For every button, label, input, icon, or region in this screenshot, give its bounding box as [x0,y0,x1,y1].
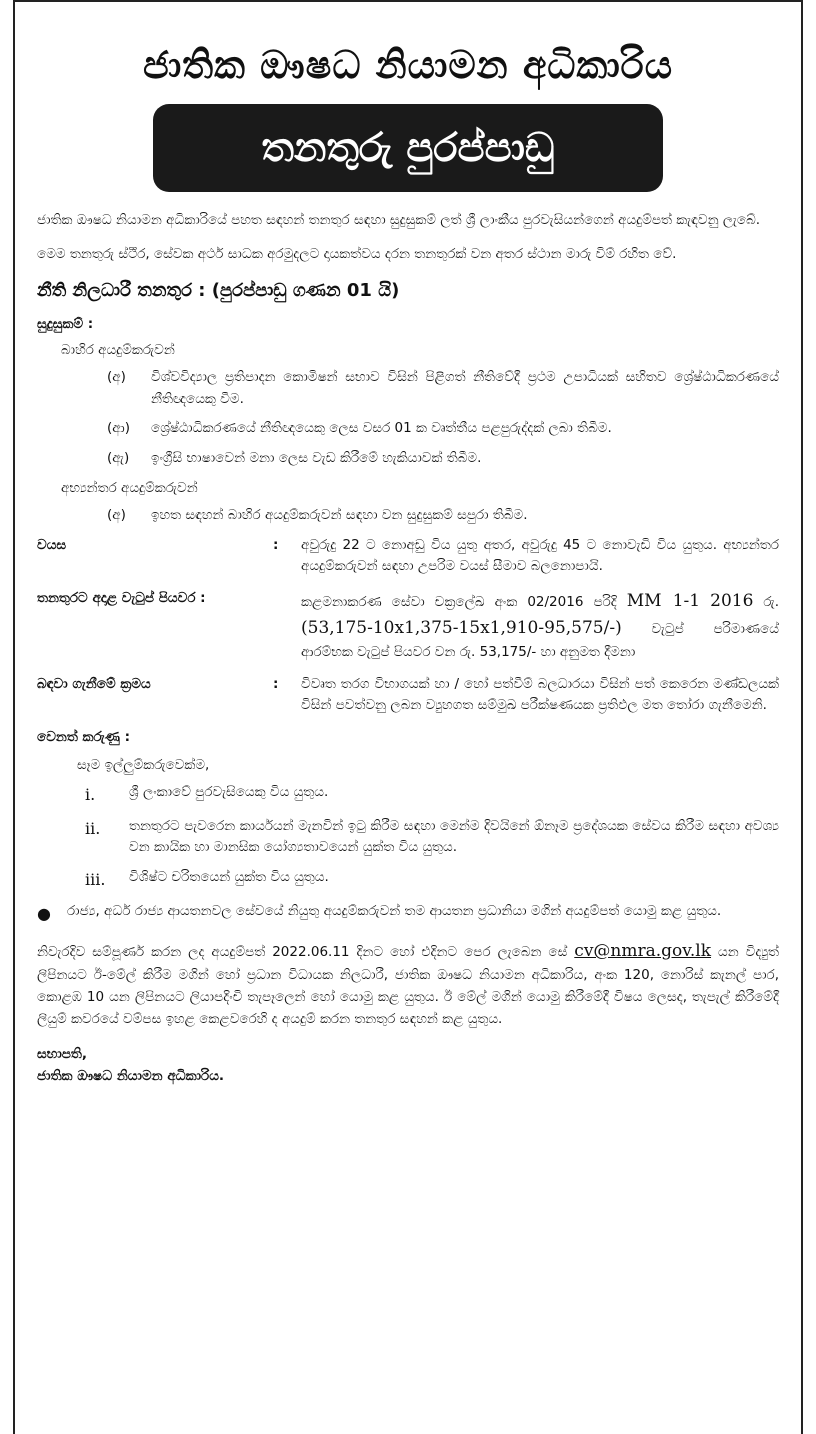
vacancies-banner: තනතුරු පුරප්පාඩු [153,104,663,192]
banner-wrapper [15,104,801,192]
selection-colon: : [273,675,279,692]
salary-text-c: වැටුප් පරිමාණයේ ආරම්භක වැටුප් පියවර වන රු. 53,175/- හා අනුමත දීමනා [301,621,779,661]
bullet-dot-icon: ● [37,903,51,923]
salary-row [37,588,779,664]
list-item [107,367,779,410]
salary-text [301,588,779,664]
bullet-note-text: රාජ්‍ය, අර්ධ රාජ්‍ය ආයතනවල සේවයේ නියුතු අයදුම්කරුවන් තම ආයතන ප්‍රධානියා මගින් අයදුම්පත් යොමු කළ යුතුය. [67,902,722,919]
signature-organization: ජාතික ඖෂධ නියාමන අධිකාරිය. [37,1067,225,1084]
age-label: වයස [37,536,67,553]
list-marker: iii. [85,870,106,890]
internal-qualifications-list [107,505,779,527]
bullet-note [37,901,779,927]
list-text: ඉහත සඳහන් බාහිර අයදුම්කරුවන් සඳහා වන සුදුසුකම් සපුරා තිබීම. [151,507,528,524]
list-text: විශිෂ්ට චරිතයෙන් යුක්ත විය යුතුය. [129,869,329,886]
age-text: අවුරුදු 22 ට නොඅඩු විය යුතු අතර, අවුරුදු 45 ට නොවැඩි විය යුතුය. අභ්‍යන්තර අයදුම්කරුවන් සඳහා උපරිම වයස් සීමාව බලනොපායි. [301,536,779,575]
intro-paragraph-2: මෙම තනතුරු ස්ථිර, සේවක අර්ථ සාධක අරමුදලට දායකත්වය දරන තනතුරක් වන අතර ස්ථාන මාරු විම් රහිත වේ. [37,245,677,262]
salary-label: තනතුරට අදාළ වැටුප් පියවර : [37,589,206,606]
list-text: ශ්‍රේෂ්ඨාධිකරණයේ නීතිඥයෙකු ලෙස වසර 01 ක වෘත්තීය පළපුරුද්දක් ලබා තිබීම. [151,420,612,437]
age-row [37,535,779,578]
list-marker: (ආ) [107,420,130,437]
salary-scale: (53,175-10x1,375-15x1,910-95,575/-) [301,618,622,639]
list-text: තනතුරට පැවරෙන කාර්යයන් මැනවින් ඉටු කිරීම සඳහා මෙන්ම දිවයිනේ ඕනෑම ප්‍රදේශයක සේවය කිරීම සඳහා අවශ්‍ය වන කායික හා මානසික යෝග්‍යතාවයෙන් යුක්ත විය යුතුය. [129,817,779,856]
external-applicants-label: බාහිර අයදුම්කරුවන් [61,341,175,358]
selection-text: විවෘත තරග විභාගයක් හා / හෝ පත්වීම් බලධාරයා විසින් පත් කෙරෙන මණ්ඩලයක් විසින් පවත්වනු ලබන ව්‍යුහගත සම්මුඛ පරීක්ෂණයක ප්‍රතිඵල මත තෝරා ගැනීමෙනි. [301,675,779,714]
email-link[interactable]: cv@nmra.gov.lk [574,941,712,962]
list-marker: (ඇ) [107,449,130,466]
list-text: ඉංග්‍රීසි භාෂාවෙන් මනා ලෙස වැඩ කිරීමේ හැකියාවක් තිබීම. [151,449,482,466]
every-applicant-text: සෑම ඉල්ලුම්කරුවෙක්ම, [77,756,210,773]
post-heading: නීති නිලධාරී තනතුර : (පුරප්පාඩු ගණන 01 යි) [37,280,400,302]
list-marker: (අ) [107,369,126,386]
intro-paragraph-1: ජාතික ඖෂධ නියාමන අධිකාරියේ පහත සඳහන් තනතුර සඳහා සුදුසුකම් ලත් ශ්‍රී ලාංකීය පුරවැසියන්ගෙන් අයදුම්පත් කැඳවනු ලැබේ. [37,212,761,228]
external-qualifications-list [107,367,779,469]
list-marker: (අ) [107,507,126,524]
list-item [85,816,779,859]
selection-row [37,674,779,717]
internal-applicants-label: අභ්‍යන්තර අයදුම්කරුවන් [61,479,198,496]
list-item [107,448,779,470]
list-item [107,418,779,440]
advertisement-body [15,192,801,1087]
list-text: විශ්වවිද්‍යාල ප්‍රතිපාදන කොමිෂන් සභාව විසින් පිළිගත් නීතිවේදී ප්‍රථම උපාධියක් සහිතව ශ්‍රේෂ්ඨාධිකරණයේ නීතිඥයෙකු වීම. [151,369,779,407]
qualifications-label: සුදුසුකම් : [37,315,94,332]
list-item [85,867,779,893]
advertisement-page [13,0,803,1434]
salary-year: 2016 [710,590,754,611]
list-marker: i. [85,785,96,805]
salary-text-b: රු. [753,593,780,610]
salary-text-a: කළමනාකරණ සේවා චක්‍රලේඛ අංක 02/2016 පරිදි [301,593,627,610]
list-item [85,782,779,808]
selection-label: බඳවා ගැනීමේ ක්‍රමය [37,675,151,692]
salary-code: MM 1-1 [626,590,701,611]
other-matters-list [85,782,779,892]
signature-title: සභාපති, [37,1046,88,1063]
age-colon: : [273,536,279,553]
list-marker: ii. [85,818,101,838]
other-matters-label: වෙනත් කරුණු : [37,729,131,746]
list-text: ශ්‍රී ලංකාවේ පුරවැසියෙකු විය යුතුය. [129,784,329,801]
authority-title: ජාතික ඖෂධ නියාමන අධිකාරිය [142,43,674,87]
closing-paragraph [37,938,779,1030]
closing-text-b: යන විද්‍යුත් ලිපිනයට ඊ-මේල් කිරීම මගින් හෝ ප්‍රධාන විධායක නිලධාරී, ජාතික ඖෂධ නියාමන අධිකාරිය, අංක 120, නොරිස් කැනල් පාර, කොළඹ 10 යන ලිපිනයට ලියාපදිංචි තැපෑලෙන් හෝ යොමු කළ යුතුය. ඊ මේල් මගින් යොමු කිරීමේදී විෂය ලෙසද, තැපැල් කිරීමේදී ලියුම් කවරයේ වම්පස ඉහළ කෙළවරෙහි ද අයදුම් කරන තනතුර සඳහන් කළ යුතුය. [37,944,779,1027]
closing-text-a: නිවැරදිව සම්පූර්ණ කරන ලද අයදුම්පත් 2022.06.11 දිනට හෝ එදිනට පෙර ලැබෙන සේ [37,944,575,961]
list-item [107,505,779,527]
